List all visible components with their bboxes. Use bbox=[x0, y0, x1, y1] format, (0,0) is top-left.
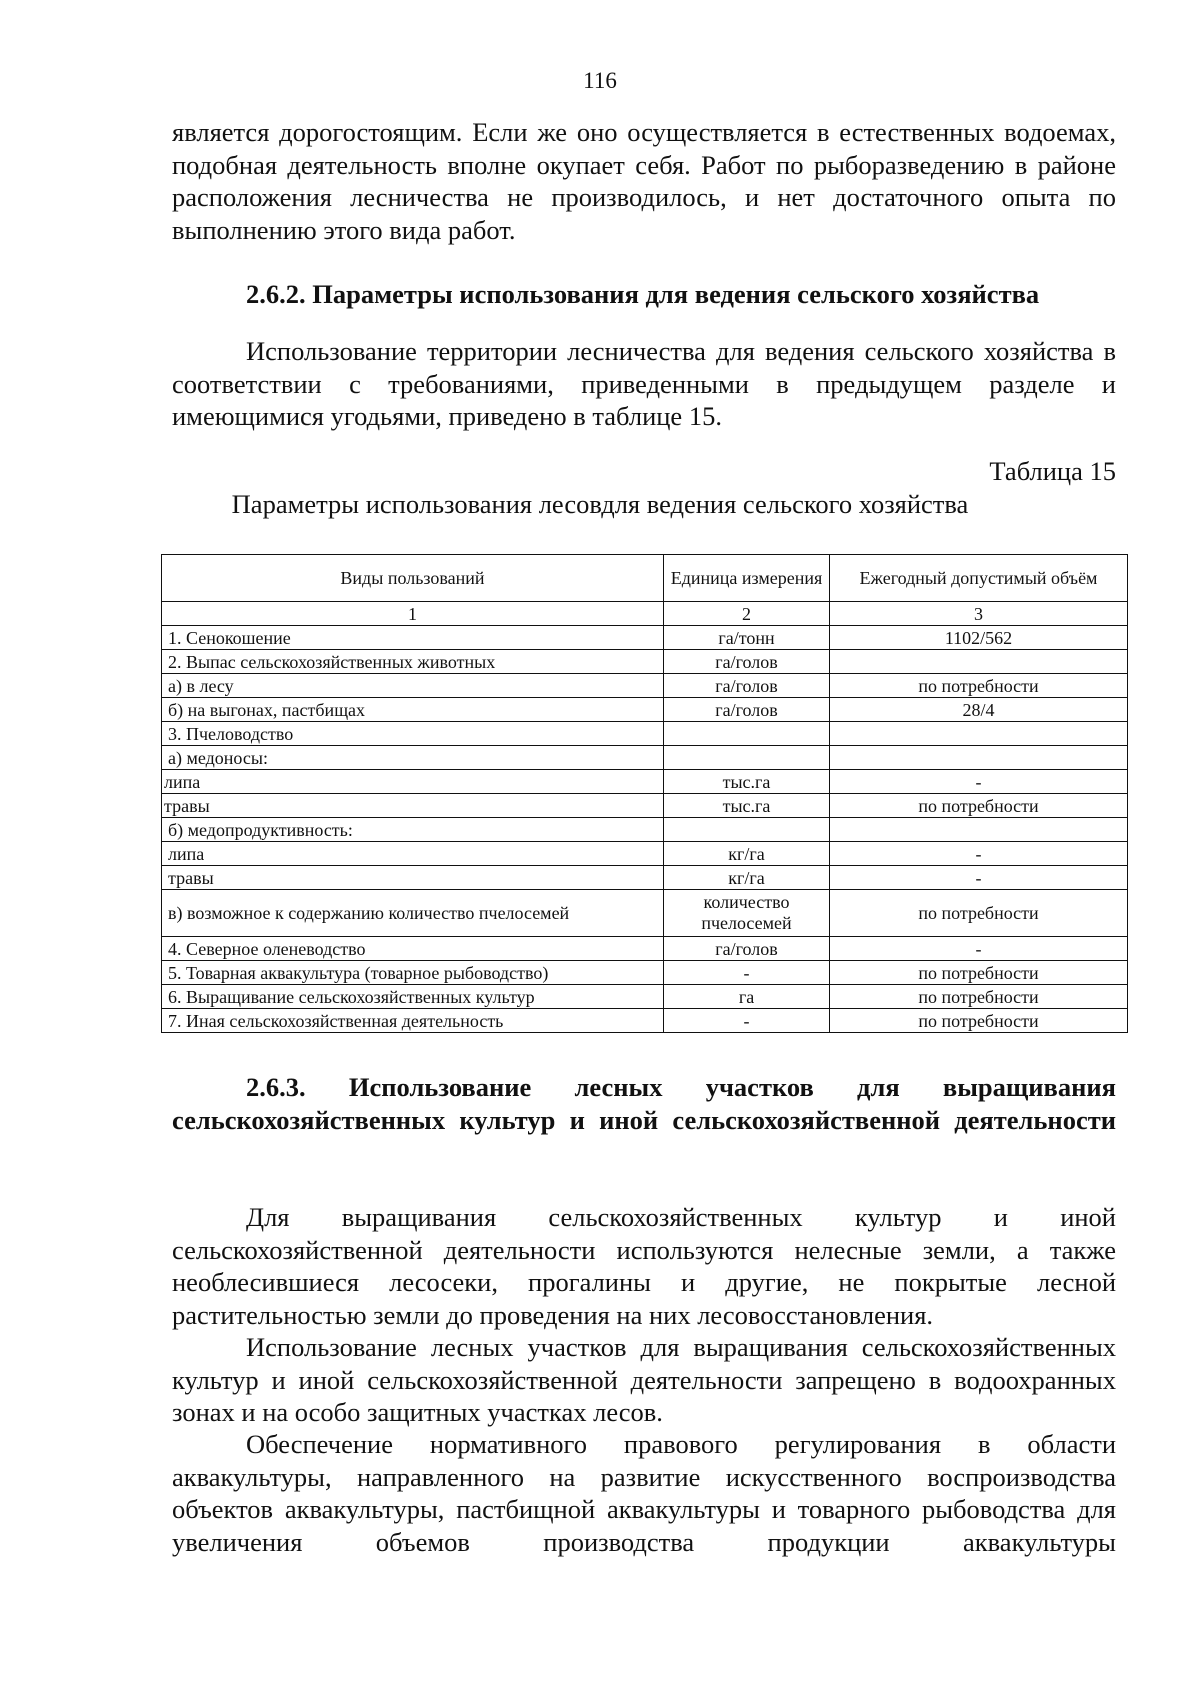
cell-unit: га/голов bbox=[664, 937, 830, 961]
cell-unit: га bbox=[664, 985, 830, 1009]
cell-unit: - bbox=[664, 961, 830, 985]
cell-kind: травы bbox=[162, 866, 664, 890]
col-number: 3 bbox=[830, 602, 1128, 626]
col-number: 1 bbox=[162, 602, 664, 626]
section-263-paragraph-3: Обеспечение нормативного правового регулирования в области аквакультуры, направленного на развитие искусственного воспроизводства объектов аквакультуры, пастбищной аквакультуры и товарного рыбоводства для увеличения объемов производства продукции аквакультуры bbox=[172, 1429, 1116, 1557]
cell-kind: а) в лесу bbox=[162, 674, 664, 698]
cell-unit: га/голов bbox=[664, 674, 830, 698]
header-kind: Виды пользований bbox=[162, 555, 664, 602]
table-row bbox=[162, 722, 1128, 746]
cell-unit: кг/га bbox=[664, 866, 830, 890]
cell-volume: - bbox=[830, 770, 1128, 794]
header-volume: Ежегодный допустимый объём bbox=[830, 555, 1128, 602]
cell-unit bbox=[664, 746, 830, 770]
table-label: Таблица 15 bbox=[989, 456, 1116, 486]
cell-unit: - bbox=[664, 1009, 830, 1033]
cell-unit: га/голов bbox=[664, 650, 830, 674]
table-numbering-row bbox=[162, 602, 1128, 626]
table-row bbox=[162, 674, 1128, 698]
cell-kind: б) на выгонах, пастбищах bbox=[162, 698, 664, 722]
cell-kind: липа bbox=[162, 842, 664, 866]
table-row bbox=[162, 794, 1128, 818]
cell-unit: кг/га bbox=[664, 842, 830, 866]
cell-unit: количество пчелосемей bbox=[664, 890, 830, 937]
cell-volume: 1102/562 bbox=[830, 626, 1128, 650]
cell-volume: - bbox=[830, 937, 1128, 961]
cell-volume bbox=[830, 722, 1128, 746]
cell-volume: по потребности bbox=[830, 961, 1128, 985]
section-263-paragraph-1: Для выращивания сельскохозяйственных культур и иной сельскохозяйственной деятельности используются нелесные земли, а также необлесившиеся лесосеки, прогалины и другие, не покрытые лесной растительностью земли до проведения на них лесовосстановления. bbox=[172, 1202, 1116, 1330]
cell-unit bbox=[664, 722, 830, 746]
table-row bbox=[162, 1009, 1128, 1033]
cell-kind: 5. Товарная аквакультура (товарное рыбоводство) bbox=[162, 961, 664, 985]
section-262-heading: 2.6.2. Параметры использования для ведения сельского хозяйства bbox=[246, 279, 1040, 309]
cell-kind: б) медопродуктивность: bbox=[162, 818, 664, 842]
cell-unit: тыс.га bbox=[664, 794, 830, 818]
table-row bbox=[162, 961, 1128, 985]
cell-kind: 3. Пчеловодство bbox=[162, 722, 664, 746]
cell-kind: травы bbox=[162, 794, 664, 818]
table-row bbox=[162, 842, 1128, 866]
table-row bbox=[162, 770, 1128, 794]
cell-kind: липа bbox=[162, 770, 664, 794]
table-row bbox=[162, 985, 1128, 1009]
cell-unit: га/тонн bbox=[664, 626, 830, 650]
cell-volume bbox=[830, 650, 1128, 674]
cell-kind: 4. Северное оленеводство bbox=[162, 937, 664, 961]
cell-kind: в) возможное к содержанию количество пчелосемей bbox=[162, 890, 664, 937]
cell-unit: га/голов bbox=[664, 698, 830, 722]
table-row bbox=[162, 866, 1128, 890]
cell-volume: - bbox=[830, 866, 1128, 890]
col-number: 2 bbox=[664, 602, 830, 626]
table-header-row bbox=[162, 555, 1128, 602]
table-row bbox=[162, 698, 1128, 722]
table-row bbox=[162, 818, 1128, 842]
table-15 bbox=[161, 554, 1128, 1033]
cell-unit: тыс.га bbox=[664, 770, 830, 794]
table-row bbox=[162, 937, 1128, 961]
header-unit: Единица измерения bbox=[664, 555, 830, 602]
table-title: Параметры использования лесовдля ведения сельского хозяйства bbox=[231, 489, 969, 519]
table-row bbox=[162, 746, 1128, 770]
cell-volume bbox=[830, 818, 1128, 842]
cell-kind: 2. Выпас сельскохозяйственных животных bbox=[162, 650, 664, 674]
cell-kind: 6. Выращивание сельскохозяйственных культур bbox=[162, 985, 664, 1009]
cell-volume bbox=[830, 746, 1128, 770]
table-row bbox=[162, 626, 1128, 650]
section-263-heading: 2.6.3. Использование лесных участков для выращивания сельскохозяйственных культур и иной сельскохозяйственной деятельности bbox=[172, 1072, 1116, 1135]
cell-kind: 7. Иная сельскохозяйственная деятельность bbox=[162, 1009, 664, 1033]
cell-volume: по потребности bbox=[830, 985, 1128, 1009]
table-row bbox=[162, 890, 1128, 937]
cell-volume: по потребности bbox=[830, 794, 1128, 818]
cell-unit bbox=[664, 818, 830, 842]
table-row bbox=[162, 650, 1128, 674]
cell-volume: 28/4 bbox=[830, 698, 1128, 722]
page-number: 116 bbox=[583, 68, 617, 93]
cell-volume: по потребности bbox=[830, 1009, 1128, 1033]
cell-kind: 1. Сенокошение bbox=[162, 626, 664, 650]
section-262-paragraph: Использование территории лесничества для ведения сельского хозяйства в соответствии с требованиями, приведенными в предыдущем разделе и имеющимися угодьями, приведено в таблице 15. bbox=[172, 336, 1116, 431]
cell-volume: по потребности bbox=[830, 674, 1128, 698]
cell-kind: а) медоносы: bbox=[162, 746, 664, 770]
intro-paragraph: является дорогостоящим. Если же оно осуществляется в естественных водоемах, подобная деятельность вполне окупает себя. Работ по рыборазведению в районе расположения лесничества не производилось, и нет достаточного опыта по выполнению этого вида работ. bbox=[172, 117, 1116, 245]
section-263-paragraph-2: Использование лесных участков для выращивания сельскохозяйственных культур и иной сельскохозяйственной деятельности запрещено в водоохранных зонах и на особо защитных участках лесов. bbox=[172, 1332, 1116, 1427]
cell-volume: по потребности bbox=[830, 890, 1128, 937]
cell-volume: - bbox=[830, 842, 1128, 866]
